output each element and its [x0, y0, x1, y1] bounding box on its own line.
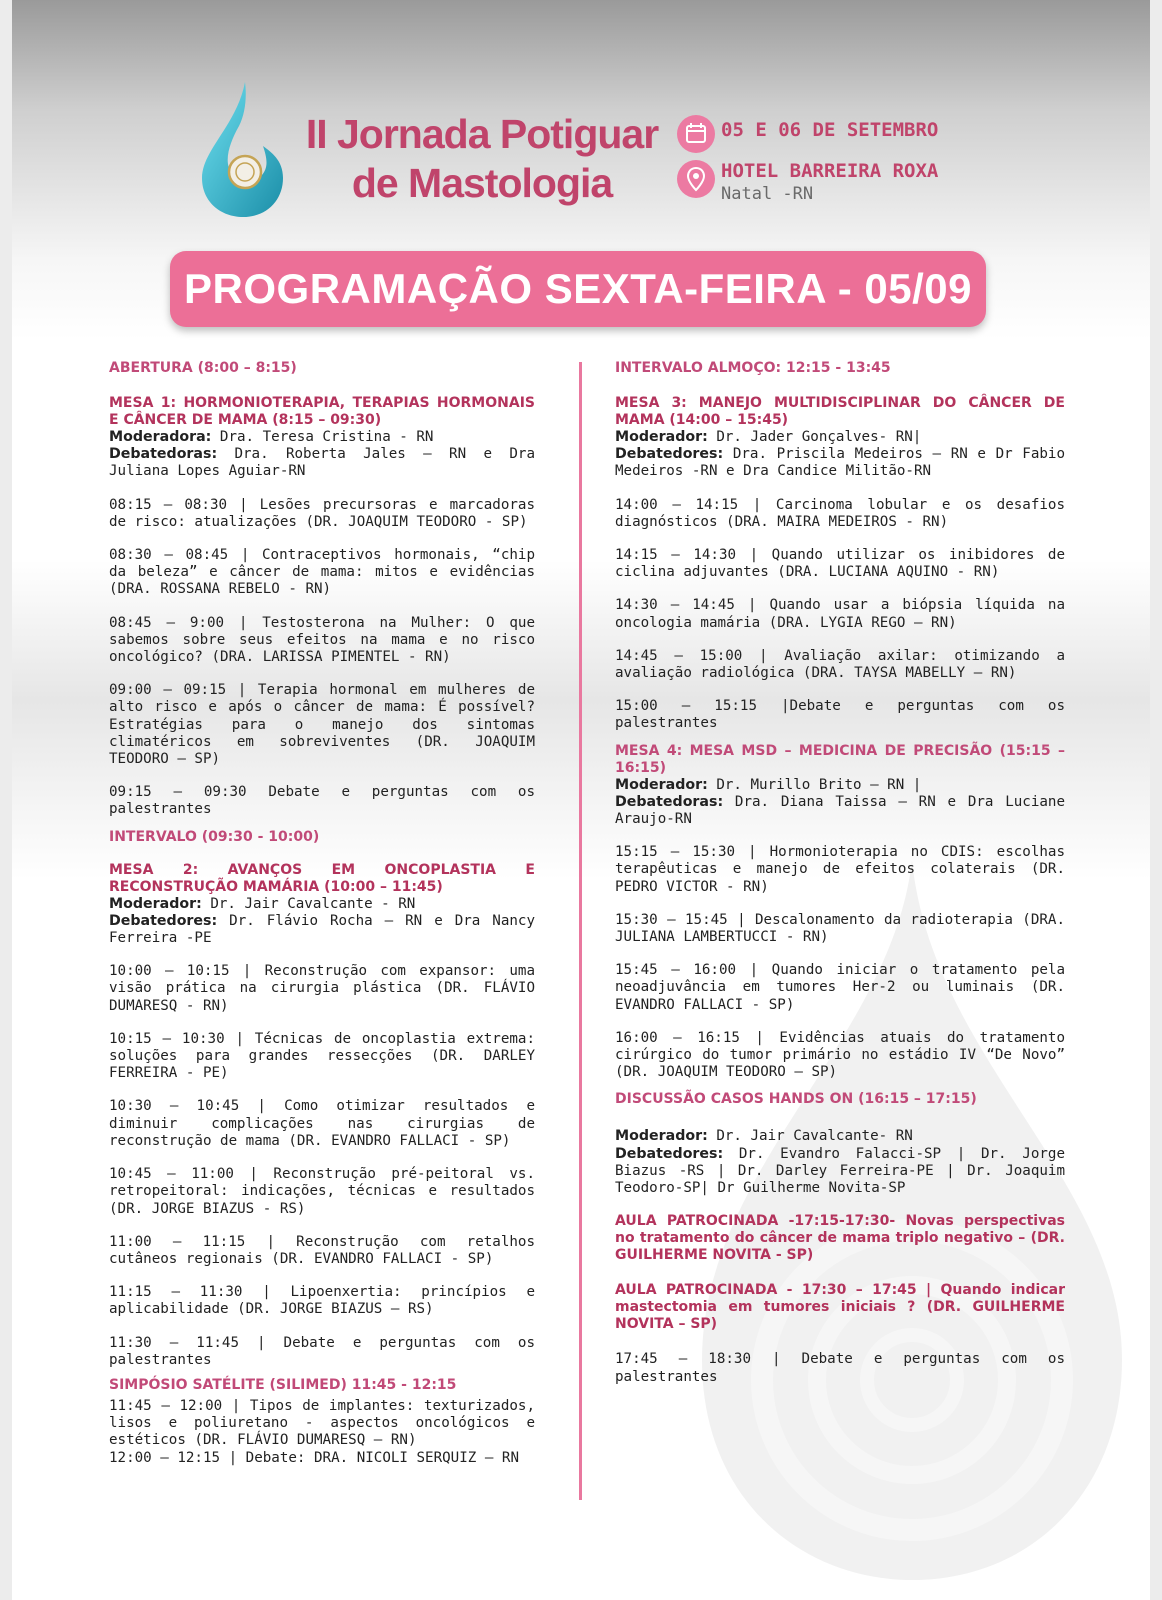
mesa1-debaters [109, 446, 535, 480]
calendar-icon [677, 115, 715, 153]
debaters-value: Dra. Roberta Jales – RN e Dra Juliana Lopes Aguiar-RN [109, 446, 535, 480]
program-item: 10:30 – 10:45 | Como otimizar resultados e diminuir complicações nas cirurgias de reconstrução de mama (DR. EVANDRO FALLACI - SP) [109, 1098, 535, 1149]
mesa3-title: MESA 3: MANEJO MULTIDISCIPLINAR DO CÂNCER DE MAMA (14:00 – 15:45) [615, 395, 1065, 428]
mesa4-block [615, 743, 1065, 829]
program-item: 15:15 – 15:30 | Hormonioterapia no CDIS: escolhas terapêuticas e manejo de efeitos colaterais (DR. PEDRO VICTOR - RN) [615, 844, 1065, 895]
mesa2-block [109, 862, 535, 948]
debaters-value: Dr. Evandro Falacci-SP | Dr. Jorge Biazus -RS | Dr. Darley Ferreira-PE | Dr. Joaquim Teodoro-SP| Dr Guilherme Novita-SP [615, 1145, 1065, 1197]
program-item: 15:30 – 15:45 | Descalonamento da radioterapia (DRA. JULIANA LAMBERTUCCI - RN) [615, 911, 1065, 946]
discussao-block [615, 1128, 1065, 1197]
section-discussao: DISCUSSÃO CASOS HANDS ON (16:15 – 17:15) [615, 1091, 977, 1108]
discussao-debaters [615, 1146, 1065, 1198]
logo-drop-icon [197, 80, 287, 220]
mesa1-moderator [109, 429, 535, 446]
mesa2-moderator [109, 896, 535, 913]
debaters-value: Dr. Flávio Rocha – RN e Dra Nancy Ferreira -PE [109, 912, 535, 947]
event-venue: HOTEL BARREIRA ROXA [721, 160, 939, 182]
moderator-label: Moderador: [109, 895, 202, 912]
debaters-value: Dra. Diana Taissa – RN e Dra Luciane Araujo-RN [615, 793, 1066, 828]
mesa4-moderator [615, 777, 1065, 794]
day-banner-title: PROGRAMAÇÃO SEXTA-FEIRA - 05/09 [184, 265, 972, 312]
moderator-value: Dr. Murillo Brito – RN | [716, 776, 922, 793]
right-column [615, 360, 1065, 1402]
program-item: 10:00 – 10:15 | Reconstrução com expansor: uma visão prática na cirurgia plástica (DR. FLÁVIO DUMARESQ - RN) [109, 963, 535, 1014]
moderator-label: Moderadora: [109, 429, 212, 445]
program-item: 16:00 – 16:15 | Evidências atuais do tratamento cirúrgico do tumor primário no estádio IV “De Novo” (DR. JOAQUIM TEODORO – SP) [615, 1029, 1065, 1081]
moderator-value: Dr. Jair Cavalcante - RN [210, 895, 416, 912]
mesa3-debaters [615, 446, 1065, 480]
debaters-label: Debatedores: [109, 912, 218, 929]
event-logo-title [282, 110, 682, 208]
event-city: Natal -RN [721, 184, 814, 204]
program-item: 11:00 – 11:15 | Reconstrução com retalhos cutâneos regionais (DR. EVANDRO FALLACI - SP) [109, 1233, 535, 1267]
moderator-value: Dr. Jader Gonçalves- RN| [716, 429, 922, 445]
debaters-label: Debatedoras: [615, 793, 724, 810]
column-divider [579, 362, 582, 1500]
debaters-label: Debatedores: [615, 1145, 724, 1162]
program-item: 11:15 – 11:30 | Lipoenxertia: princípios e aplicabilidade (DR. JORGE BIAZUS – RS) [109, 1284, 535, 1318]
discussao-moderator [615, 1128, 1065, 1145]
program-item: 12:00 – 12:15 | Debate: DRA. NICOLI SERQUIZ – RN [109, 1449, 519, 1466]
mesa2-debaters [109, 913, 535, 947]
moderator-label: Moderador: [615, 1128, 708, 1145]
section-abertura: ABERTURA (8:00 – 8:15) [109, 360, 297, 376]
aula-patrocinada-2: AULA PATROCINADA - 17:30 – 17:45 | Quando indicar mastectomia em tumores iniciais ? (DR. GUILHERME NOVITA – SP) [615, 1282, 1065, 1333]
aula-patrocinada-1: AULA PATROCINADA -17:15-17:30- Novas perspectivas no tratamento do câncer de mama triplo negativo – (DR. GUILHERME NOVITA - SP) [615, 1213, 1065, 1264]
mesa1-block [109, 395, 535, 481]
program-item: 15:45 – 16:00 | Quando iniciar o tratamento pela neoadjuvância em tumores Her-2 ou luminais (DR. EVANDRO FALLACI - SP) [615, 962, 1065, 1013]
day-banner [170, 251, 986, 327]
moderator-label: Moderador: [615, 429, 708, 445]
debaters-value: Dra. Priscila Medeiros – RN e Dr Fabio Medeiros -RN e Dra Candice Militão-RN [615, 446, 1065, 480]
program-page [12, 0, 1150, 1600]
mesa4-debaters [615, 794, 1065, 828]
mesa3-block [615, 395, 1065, 481]
moderator-value: Dra. Teresa Cristina - RN [219, 429, 434, 445]
program-item: 14:30 – 14:45 | Quando usar a biópsia líquida na oncologia mamária (DRA. LYGIA REGO – RN) [615, 597, 1065, 631]
location-pin-icon [677, 160, 715, 198]
program-item: 17:45 – 18:30 | Debate e perguntas com os palestrantes [615, 1351, 1065, 1385]
section-almoco: INTERVALO ALMOÇO: 12:15 - 13:45 [615, 360, 891, 376]
program-item: 10:45 – 11:00 | Reconstrução pré-peitoral vs. retropeitoral: indicações, técnicas e resultados (DR. JORGE BIAZUS - RS) [109, 1166, 535, 1217]
program-item: 14:00 – 14:15 | Carcinoma lobular e os desafios diagnósticos (DRA. MAIRA MEDEIROS - RN) [615, 496, 1065, 530]
program-item: 10:15 – 10:30 | Técnicas de oncoplastia extrema: soluções para grandes ressecções (DR. DARLEY FERREIRA - PE) [109, 1030, 535, 1082]
debaters-label: Debatedoras: [109, 446, 218, 463]
left-column [109, 360, 535, 1467]
debaters-label: Debatedores: [615, 446, 724, 463]
moderator-value: Dr. Jair Cavalcante- RN [716, 1128, 913, 1145]
event-title-line1: II Jornada Potiguar [305, 111, 659, 157]
program-item: 15:00 – 15:15 |Debate e perguntas com os palestrantes [615, 698, 1065, 732]
moderator-label: Moderador: [615, 776, 708, 793]
program-item: 08:45 – 9:00 | Testosterona na Mulher: O que sabemos sobre seus efeitos na mama e no risco oncológico? (DRA. LARISSA PIMENTEL - RN) [109, 614, 535, 666]
program-item: 08:30 – 08:45 | Contraceptivos hormonais, “chip da beleza” e câncer de mama: mitos e evidências (DRA. ROSSANA REBELO - RN) [109, 547, 535, 598]
program-item: 14:45 – 15:00 | Avaliação axilar: otimizando a avaliação radiológica (DRA. TAYSA MABELLY – RN) [615, 647, 1065, 682]
program-item: 11:45 – 12:00 | Tipos de implantes: texturizados, lisos e poliuretano - aspectos oncológicos e estéticos (DR. FLÁVIO DUMARESQ – RN) [109, 1397, 535, 1449]
program-item: 11:30 – 11:45 | Debate e perguntas com os palestrantes [109, 1334, 535, 1368]
program-item: 09:00 – 09:15 | Terapia hormonal em mulheres de alto risco e após o câncer de mama: É possível? Estratégias para o manejo dos sintomas climatéricos em sobreviventes (DR. JOAQUIM TEODORO – SP) [109, 682, 535, 768]
section-intervalo: INTERVALO (09:30 - 10:00) [109, 828, 320, 845]
program-item: 08:15 – 08:30 | Lesões precursoras e marcadoras de risco: atualizações (DR. JOAQUIM TEODORO - SP) [109, 496, 535, 530]
event-title-line2: de Mastologia [351, 160, 613, 206]
mesa1-title: MESA 1: HORMONIOTERAPIA, TERAPIAS HORMONAIS E CÂNCER DE MAMA (8:15 – 09:30) [109, 395, 535, 428]
section-simposio: SIMPÓSIO SATÉLITE (SILIMED) 11:45 - 12:15 [109, 1376, 457, 1393]
mesa4-title: MESA 4: MESA MSD – MEDICINA DE PRECISÃO (15:15 – 16:15) [615, 742, 1065, 776]
program-item: 09:15 – 09:30 Debate e perguntas com os palestrantes [109, 784, 535, 818]
mesa2-title: MESA 2: AVANÇOS EM ONCOPLASTIA E RECONSTRUÇÃO MAMÁRIA (10:00 – 11:45) [109, 861, 535, 895]
program-item: 14:15 – 14:30 | Quando utilizar os inibidores de ciclina adjuvantes (DRA. LUCIANA AQUINO - RN) [615, 547, 1065, 581]
event-date: 05 E 06 DE SETEMBRO [721, 119, 939, 141]
mesa3-moderator [615, 429, 1065, 446]
